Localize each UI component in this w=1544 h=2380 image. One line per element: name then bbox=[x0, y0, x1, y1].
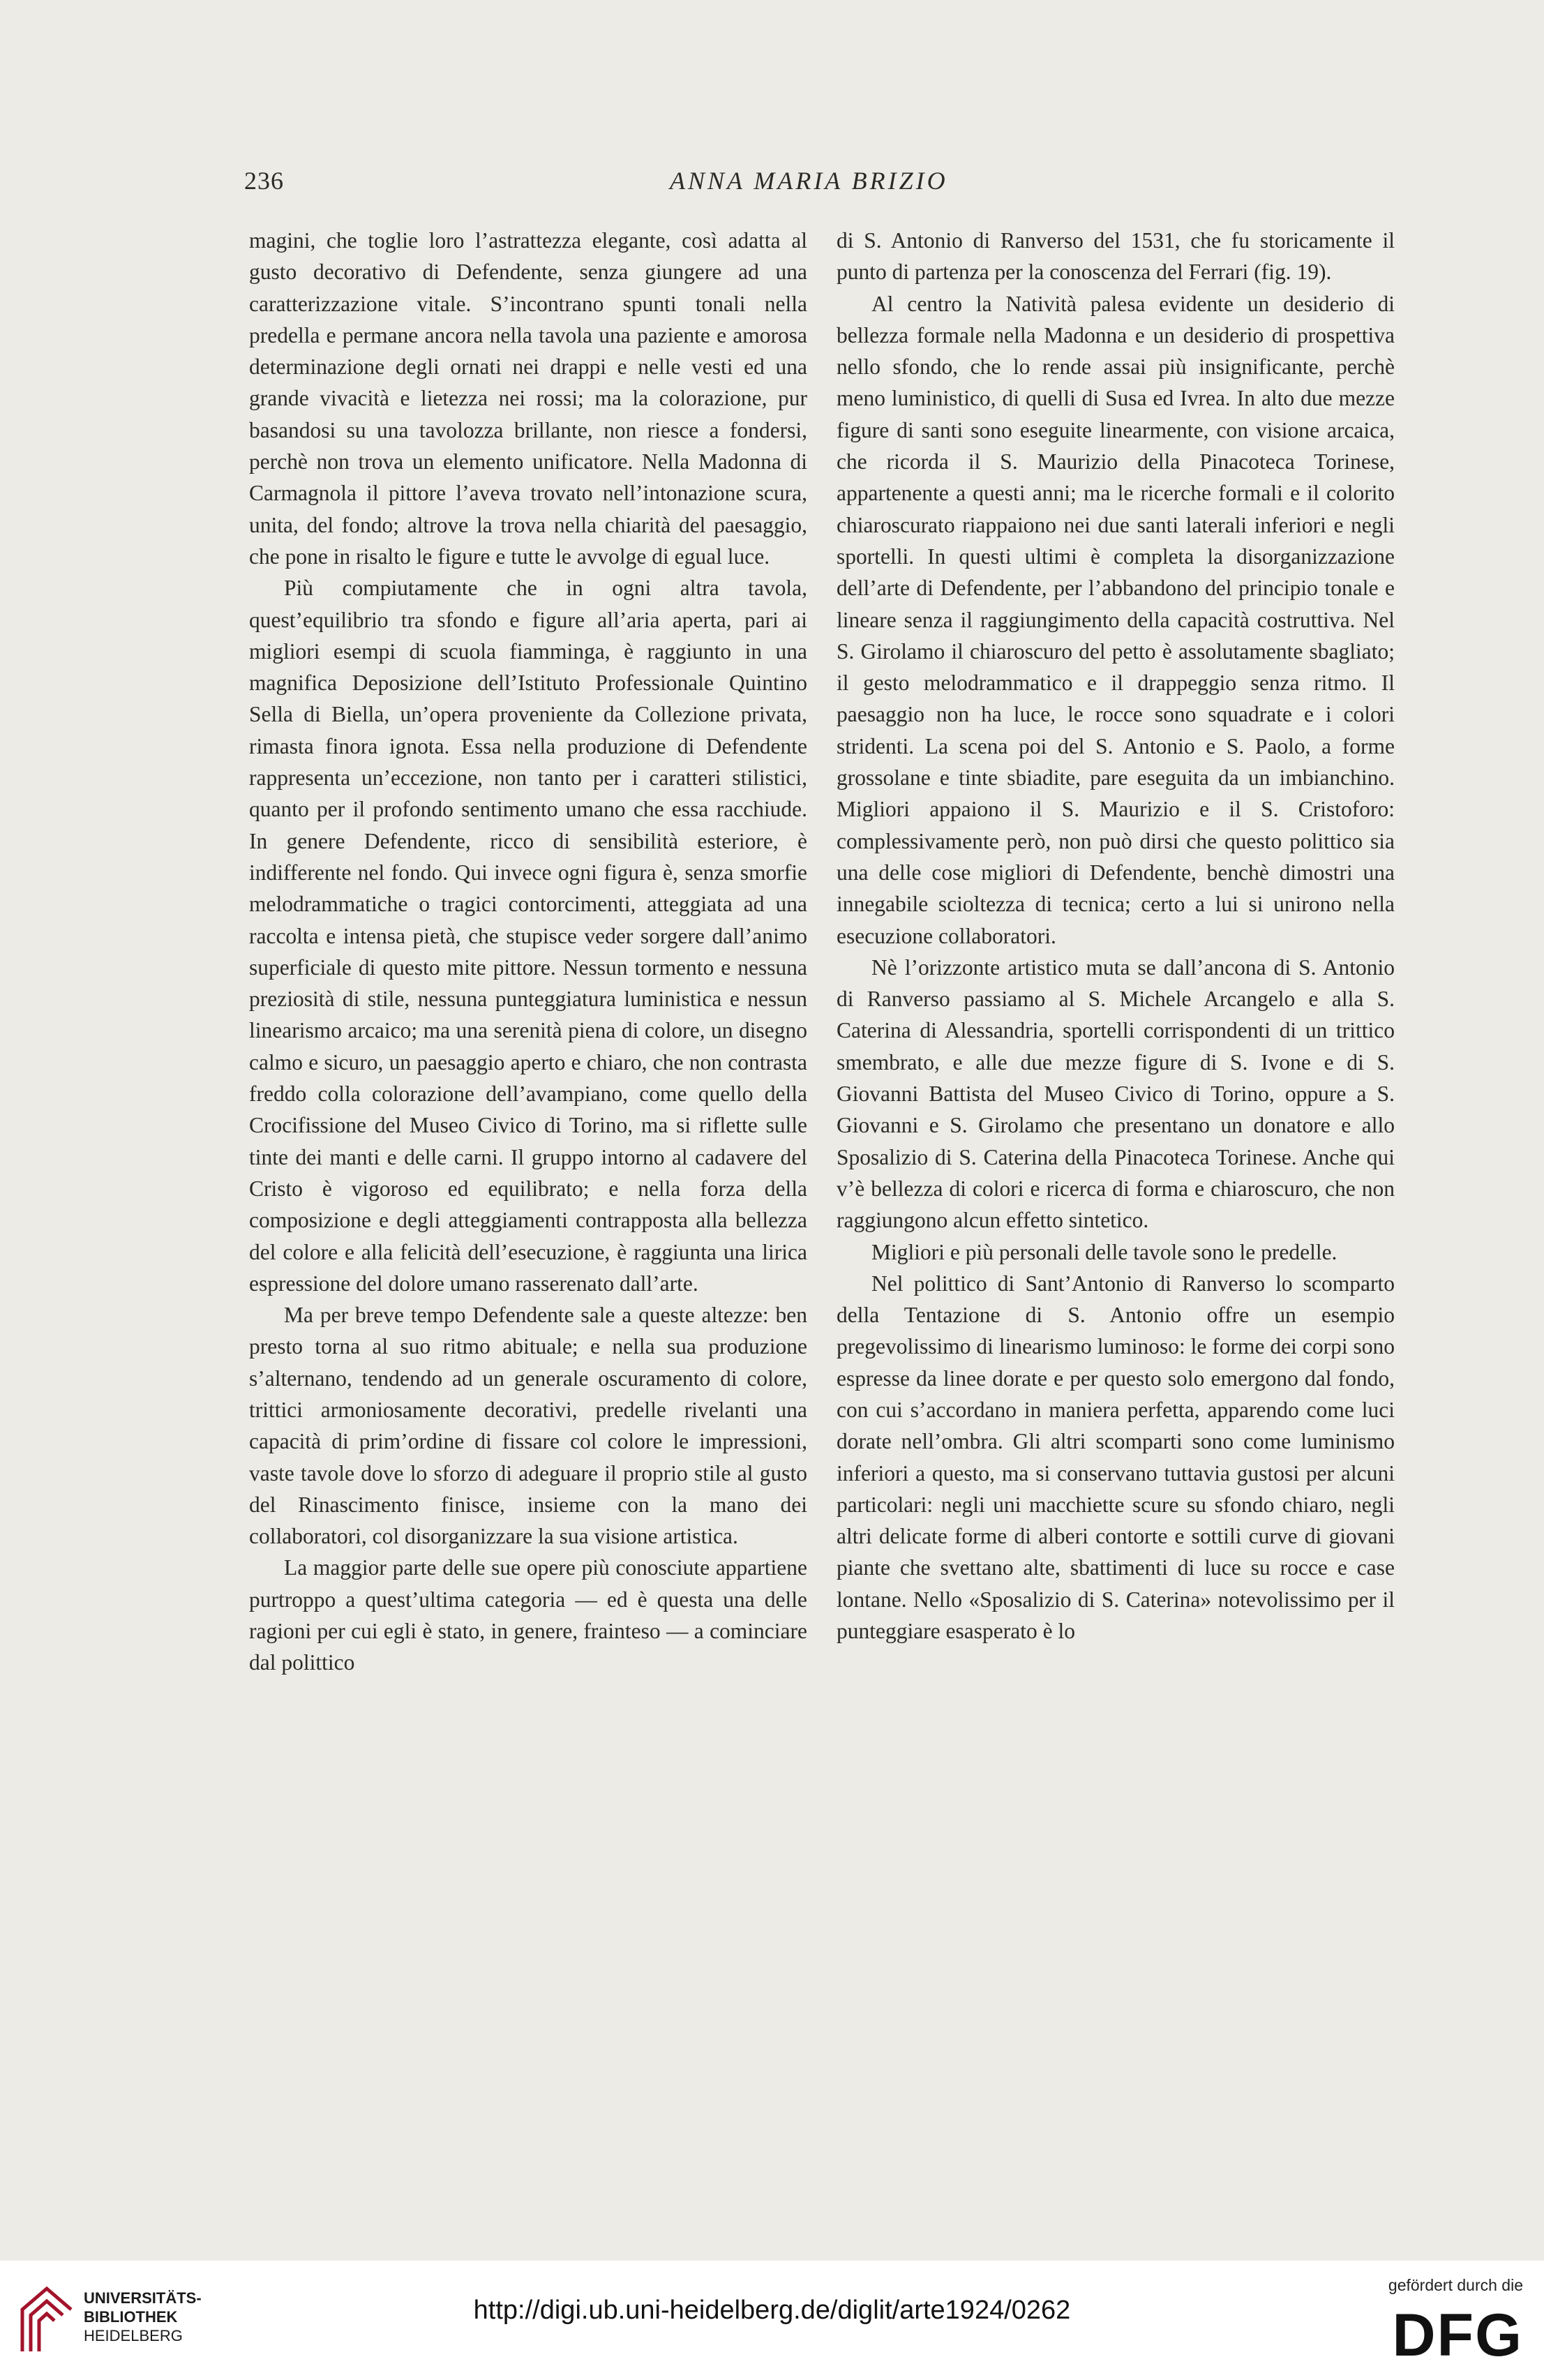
paragraph: magini, che toglie loro l’astrattezza elegante, così adatta al gusto decorativo di Defendente, senza giungere ad una caratterizzazione vitale. S’incontrano spunti tonali nella predella e permane ancora nella tavola una paziente e amorosa determinazione degli ornati nei drappi e nelle vesti ed una grande vivacità e lietezza nei rossi; ma la colorazione, pur basandosi su una tavolozza brillante, non riesce a fondersi, perchè non trova un elemento unificatore. Nella Madonna di Carmagnola il pittore l’aveva trovato nell’intonazione scura, unita, del fondo; altrove la trova nella chiarità del paesaggio, che pone in risalto le figure e tutte le avvolge di egual luce. bbox=[249, 228, 807, 569]
library-name-line: UNIVERSITÄTS- bbox=[84, 2289, 202, 2307]
source-url-link[interactable]: http://digi.ub.uni-heidelberg.de/diglit/arte1924/0262 bbox=[473, 2296, 1071, 2325]
left-column bbox=[249, 225, 807, 1679]
right-column bbox=[837, 225, 1395, 1647]
paragraph: Nè l’orizzonte artistico muta se dall’ancona di S. Antonio di Ranverso passiamo al S. Michele Arcangelo e alla S. Caterina di Alessandria, sportelli corrispondenti di un trittico smembrato, e alle due mezze figure di S. Ivone e di S. Giovanni Battista del Museo Civico di Torino, oppure a S. Giovanni e S. Girolamo che presentano un donatore e allo Sposalizio di S. Caterina della Pinacoteca Torinese. Anche qui v’è bellezza di colori e ricerca di forma e chiaroscuro, che non raggiungono alcun effetto sintetico. bbox=[837, 955, 1395, 1233]
paragraph: Nel polittico di Sant’Antonio di Ranverso lo scomparto della Tentazione di S. Antonio offre un esempio pregevolissimo di linearismo luminoso: le forme dei corpi sono espresse da linee dorate e per questo solo emergono dal fondo, con cui s’accordano in maniera perfetta, apparendo come luci dorate nell’ombra. Gli altri scomparti sono come luminismo inferiori a questo, ma si conservano tuttavia gustosi per alcuni particolari: negli uni macchiette scure su sfondo chiaro, negli altri delicate forme di alberi contorte e sottili curve di giovani piante che svettano alte, sbattimenti di luce su rocce e case lontane. Nello «Sposalizio di S. Caterina» notevolissimo per il punteggiare esasperato è lo bbox=[837, 1271, 1395, 1644]
dfg-logo: DFG bbox=[1392, 2302, 1523, 2369]
paragraph: Migliori e più personali delle tavole sono le predelle. bbox=[871, 1239, 1337, 1264]
page-number: 236 bbox=[244, 167, 284, 195]
funding-caption: gefördert durch die bbox=[1388, 2276, 1523, 2294]
running-title: ANNA MARIA BRIZIO bbox=[670, 167, 948, 195]
library-name-line: BIBLIOTHEK bbox=[84, 2308, 178, 2326]
page-header bbox=[244, 166, 1439, 208]
paragraph: Più compiutamente che in ogni altra tavola, quest’equilibrio tra sfondo e figure all’aria aperta, pari ai migliori esempi di scuola fiamminga, è raggiunto in una magnifica Deposizione dell’Istituto Professionale Quintino Sella di Biella, un’opera proveniente da Collezione privata, rimasta finora ignota. Essa nella produzione di Defendente rappresenta un’eccezione, non tanto per i caratteri stilistici, quanto per il profondo sentimento umano che essa racchiude. In genere Defendente, ricco di sensibilità esteriore, è indifferente nel fondo. Qui invece ogni figura è, senza smorfie melodrammatiche o tragici contorcimenti, atteggiata ad una raccolta e intensa pietà, che stupisce veder sorgere dall’animo superficiale di questo mite pittore. Nessun tormento e nessuna preziosità di stile, nessuna punteggiatura luministica e nessun linearismo arcaico; ma una serenità piena di colore, un disegno calmo e sicuro, un paesaggio aperto e chiaro, che non contrasta freddo colla colorazione dell’avampiano, come quello della Crocifissione del Museo Civico di Torino, ma si riflette sulle tinte dei manti e delle carni. Il gruppo intorno al cadavere del Cristo è vigoroso ed equilibrato; e nella forza della composizione e degli atteggiamenti contrapposta alla bellezza del colore e alla felicità dell’esecuzione, è raggiunta una lirica espressione del dolore umano rasserenato dall’arte. bbox=[249, 576, 807, 1296]
paragraph: La maggior parte delle sue opere più conosciute appartiene purtroppo a quest’ultima categoria — ed è questa una delle ragioni per cui egli è stato, in genere, frainteso — a cominciare dal polittico bbox=[249, 1555, 807, 1675]
library-name-line: HEIDELBERG bbox=[84, 2327, 183, 2344]
digitization-footer bbox=[0, 2261, 1544, 2380]
paragraph: di S. Antonio di Ranverso del 1531, che fu storicamente il punto di partenza per la conoscenza del Ferrari (fig. 19). bbox=[837, 228, 1395, 285]
paragraph: Al centro la Natività palesa evidente un desiderio di bellezza formale nella Madonna e un desiderio di prospettiva nello sfondo, che lo rende assai più insignificante, perchè meno luministico, di quelli di Susa ed Ivrea. In alto due mezze figure di santi sono eseguite linearmente, con visione arcaica, che ricorda il S. Maurizio della Pinacoteca Torinese, appartenente a questi anni; ma le ricerche formali e il colorito chiaroscurato riappaiono nei due santi laterali inferiori e negli sportelli. In questi ultimi è completa la disorganizzazione dell’arte di Defendente, per l’abbandono del principio tonale e lineare senza il raggiungimento della capacità costruttiva. Nel S. Girolamo il chiaroscuro del petto è assolutamente sbagliato; il gesto melodrammatico e il drappeggio senza ritmo. Il paesaggio non ha luce, le rocce sono squadrate e i colori stridenti. La scena poi del S. Antonio e S. Paolo, a forme grossolane e tinte sbiadite, pare eseguita da un imbianchino. Migliori appaiono il S. Maurizio e il S. Cristoforo: complessivamente però, non può dirsi che questo polittico sia una delle cose migliori di Defendente, benchè dimostri una innegabile scioltezza di tecnica; certo a lui si unirono nella esecuzione collaboratori. bbox=[837, 291, 1395, 948]
paragraph: Ma per breve tempo Defendente sale a queste altezze: ben presto torna al suo ritmo abituale; e nella sua produzione s’alternano, tendendo ad un generale oscuramento di colore, trittici armoniosamente decorativi, predelle rivelanti una capacità di prim’ordine di fissare col colore le impressioni, vaste tavole dove lo sforzo di adeguare il proprio stile al gusto del Rinascimento finisce, insieme con la mano dei collaboratori, col disorganizzare la sua visione artistica. bbox=[249, 1303, 807, 1549]
